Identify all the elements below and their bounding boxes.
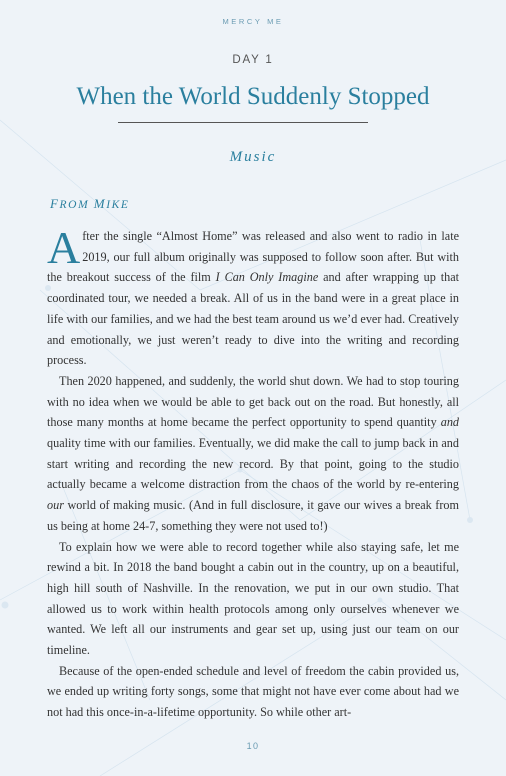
paragraph-2-text-a: Then 2020 happened, and suddenly, the world shut down. We had to stop touring with no idea when we would be able to get back out on the road. But honestly, all those many months at home became the perfect opportunity to spend quantity	[47, 373, 459, 430]
paragraph-2-emphasis-b: our	[47, 498, 64, 513]
paragraph-2-emphasis-a: and	[440, 415, 459, 430]
paragraph-3	[47, 537, 459, 661]
paragraph-1-text-b: and after wrapping up that coordinated tour, we needed a break. All of us in the band were in a great place in life with our families, and we had the best team around us we’d ever had. Creatively and emotionally, we just weren’t ready to dive into the writing and recording process.	[47, 270, 459, 368]
chapter-title: When the World Suddenly Stopped	[76, 83, 430, 110]
paragraph-3-text: To explain how we were able to record together while also staying safe, let me rewind a bit. In 2018 the band bought a cabin out in the country, up on a beautiful, high hill south of Nashville. In the renovation, we put in our own studio. That allowed us to work within health protocols among only ourselves whenever we wanted. We left all our instruments and gear set up, using just our team on our timeline.	[47, 539, 459, 658]
chapter-subtitle: Music	[229, 149, 277, 165]
paragraph-2-text-c: world of making music. (And in full disclosure, it gave our wives a break from us being at home 24-7, something they were not used to!)	[47, 498, 459, 533]
byline-name-rest: IKE	[106, 199, 130, 211]
paragraph-2-text-b: quality time with our families. Eventually, we did make the call to jump back in and start writing and recording the new record. By that point, going to the studio actually became a welcome distraction from the chaos of the world by re-entering	[47, 436, 459, 492]
byline	[50, 196, 130, 212]
paragraph-1	[47, 222, 459, 371]
chapter-day-label: DAY 1	[232, 54, 274, 66]
paragraph-1-text-a: fter the single “Almost Home” was released and also went to radio in late 2019, our full album originally was supposed to follow soon after. But with the breakout success of the film	[47, 229, 459, 285]
drop-cap: A	[47, 222, 81, 273]
paragraph-2	[47, 371, 459, 537]
byline-name-lead: M	[93, 196, 107, 211]
page-number: 10	[246, 741, 260, 751]
byline-lead: F	[50, 196, 60, 211]
title-divider	[118, 122, 368, 123]
film-title: I Can Only Imagine	[215, 270, 319, 285]
paragraph-4-text: Because of the open-ended schedule and level of freedom the cabin provided us, we ended up writing forty songs, some that might not have ever come about had we not had this once-in-a-lifetime opportunity. So while other art-	[47, 663, 459, 720]
byline-rest: ROM	[59, 199, 90, 211]
running-header: MERCY ME	[222, 17, 284, 26]
paragraph-4	[47, 661, 459, 723]
body-text	[47, 222, 459, 723]
